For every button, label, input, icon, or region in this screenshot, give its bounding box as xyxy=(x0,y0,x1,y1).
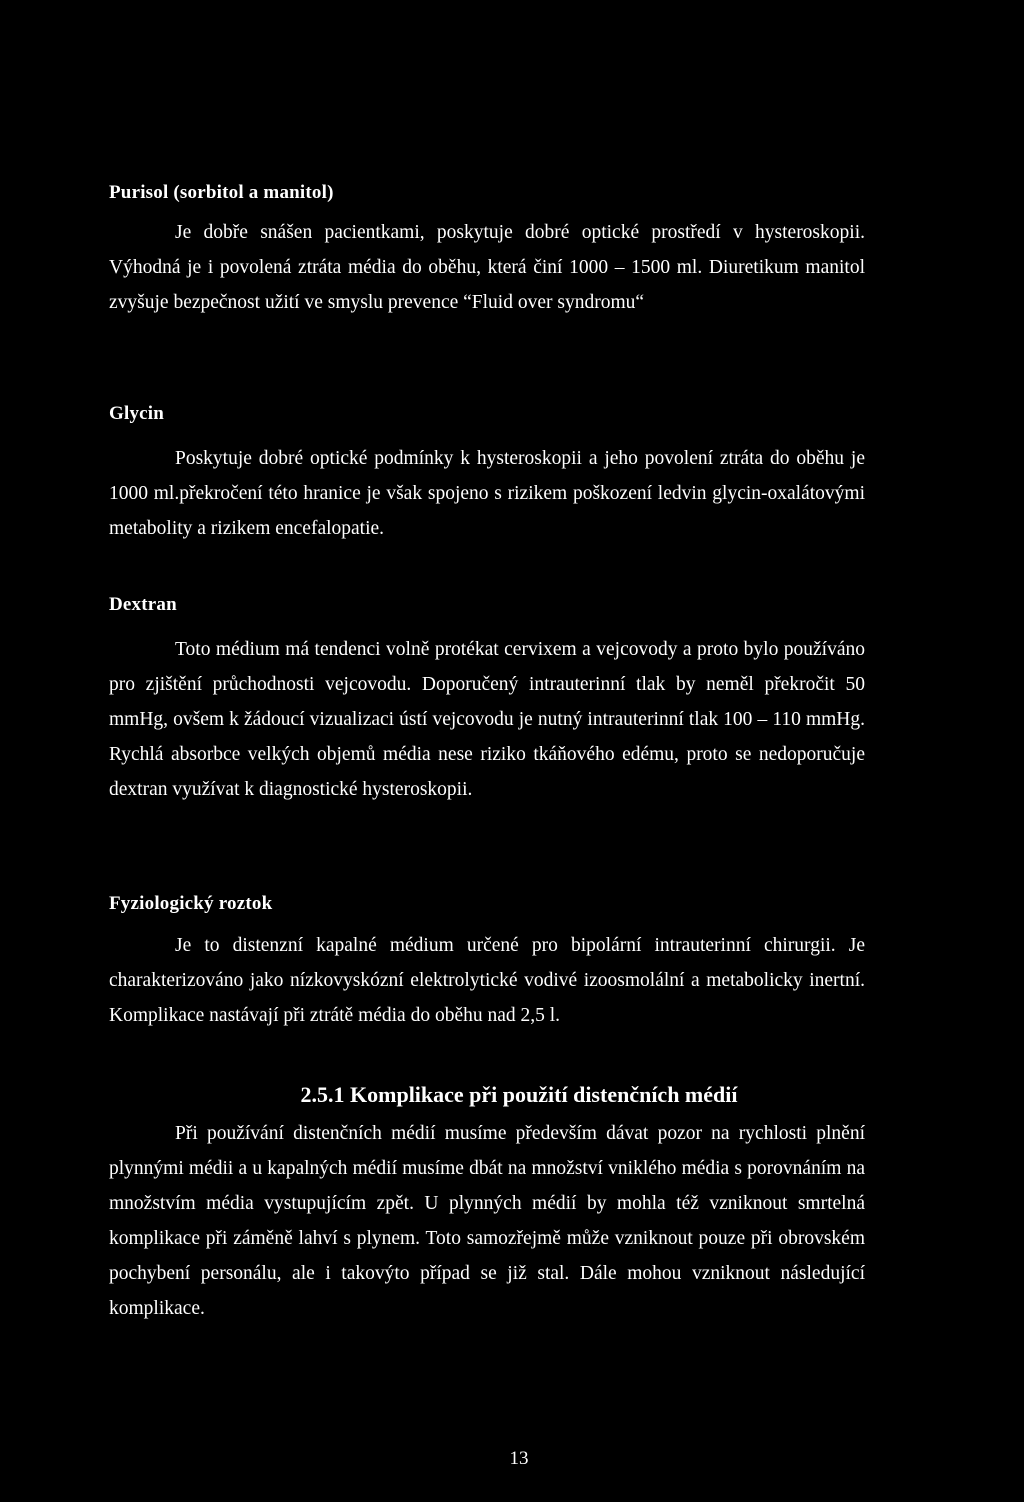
section-dextran xyxy=(109,593,865,807)
section-paragraph: Je dobře snášen pacientkami, poskytuje dobré optické prostředí v hysteroskopii. Výhodná je i povolená ztráta média do oběhu, která činí 1000 – 1500 ml. Diuretikum manitol zvyšuje bezpečnost užití ve smyslu prevence “Fluid over syndromu“ xyxy=(109,222,865,313)
section-heading: Dextran xyxy=(109,594,177,615)
subsection-title: 2.5.1 Komplikace při použití distenčních médií xyxy=(300,1082,738,1107)
section-glycin xyxy=(109,402,865,546)
section-heading: Fyziologický roztok xyxy=(109,893,273,914)
section-paragraph: Je to distenzní kapalné médium určené pro bipolární intrauterinní chirurgii. Je charakterizováno jako nízkovyskózní elektrolytické vodivé izoosmolální a metabolicky inertní. Komplikace nastávají při ztrátě média do oběhu nad 2,5 l. xyxy=(109,935,865,1026)
section-paragraph: Toto médium má tendenci volně protékat cervixem a vejcovody a proto bylo používáno pro zjištění průchodnosti vejcovodu. Doporučený intrauterinní tlak by neměl překročit 50 mmHg, ovšem k žádoucí vizualizaci ústí vejcovodu je nutný intrauterinní tlak 100 – 110 mmHg. Rychlá absorbce velkých objemů média nese riziko tkáňového edému, proto se nedoporučuje dextran využívat k diagnostické hysteroskopii. xyxy=(109,639,865,800)
section-purisol xyxy=(109,181,865,320)
section-paragraph: Při používání distenčních médií musíme především dávat pozor na rychlosti plnění plynnými médii a u kapalných médií musíme dbát na množství vniklého média s porovnáním na množstvím média vystupujícím zpět. U plynných médií by mohla též vzniknout smrtelná komplikace při záměně lahví s plynem. Toto samozřejmě může vzniknout pouze při obrovském pochybení personálu, ale i takovýto případ se již stal. Dále mohou vzniknout následující komplikace. xyxy=(109,1123,865,1319)
section-heading: Purisol (sorbitol a manitol) xyxy=(109,182,334,203)
section-heading: Glycin xyxy=(109,403,165,424)
section-komplikace xyxy=(109,1116,865,1326)
section-fyziologicky-roztok xyxy=(109,892,865,1033)
page-number: 13 xyxy=(509,1448,529,1469)
section-paragraph: Poskytuje dobré optické podmínky k hysteroskopii a jeho povolení ztráta do oběhu je 1000 ml.překročení této hranice je však spojeno s rizikem poškození ledvin glycin-oxalátovými metabolity a rizikem encefalopatie. xyxy=(109,448,865,539)
